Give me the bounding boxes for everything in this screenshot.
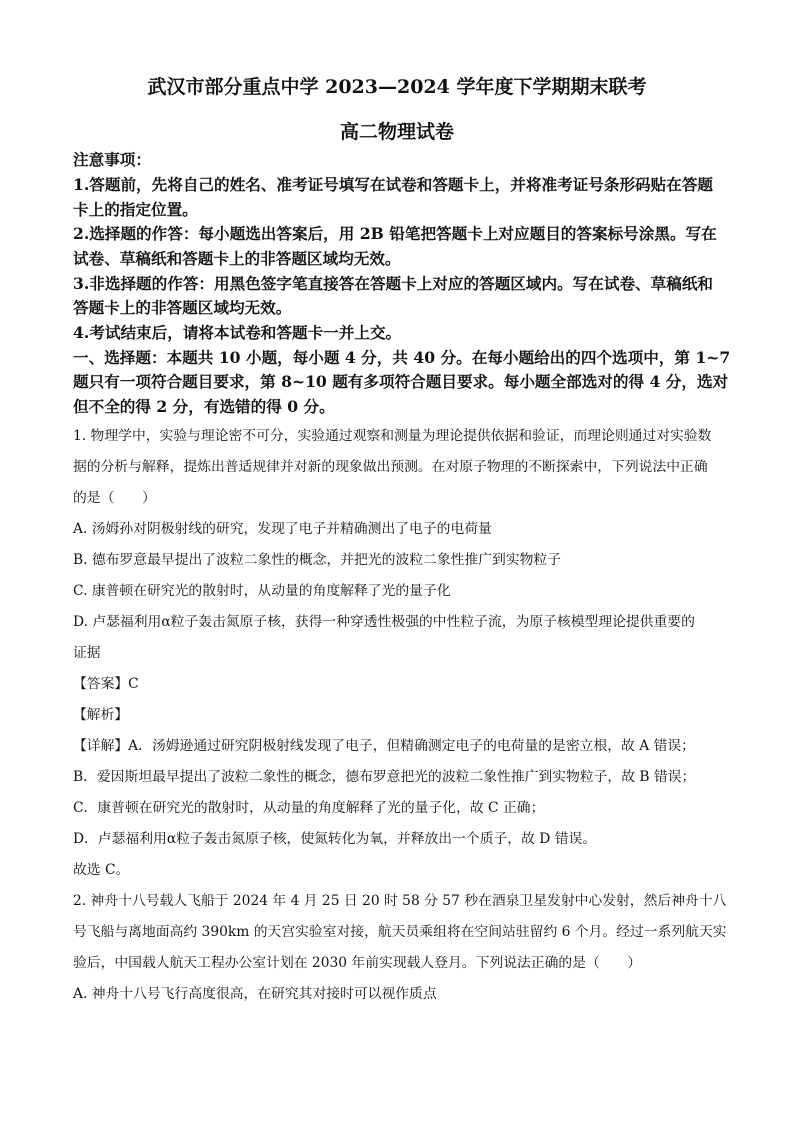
question-1-option-d: D. 卢瑟福利用α粒子轰击氮原子核，获得一种穿透性极强的中性粒子流，为原子核模型理论提供重要的 xyxy=(73,614,695,630)
question-1-option-a: A. 汤姆孙对阴极射线的研究，发现了电子并精确测出了电子的电荷量 xyxy=(73,521,492,537)
notice-line: 答题卡上的非答题区域均无效。 xyxy=(73,298,292,317)
section-intro-line: 题只有一项符合题目要求，第 8~10 题有多项符合题目要求。每小题全部选对的得 4 分，选对 xyxy=(73,372,729,391)
question-2-stem: 2. 神舟十八号载人飞船于 2024 年 4 月 25 日 20 时 58 分 57 秒在酒泉卫星发射中心发射，然后神舟十八 xyxy=(73,893,727,909)
exam-subtitle: 高二物理试卷 xyxy=(339,121,454,143)
question-1-conclusion: 故选 C。 xyxy=(73,862,130,878)
notice-line: 试卷、草稿纸和答题卡上的非答题区域均无效。 xyxy=(73,249,401,268)
question-1-option-d-cont: 证据 xyxy=(73,645,101,661)
question-2-stem: 验后，中国载人航天工程办公室计划在 2030 年前实现载人登月。下列说法正确的是（ ） xyxy=(73,955,642,971)
question-2-stem: 号飞船与离地面高约 390km 的天宫实验室对接，航天员乘组将在空间站驻留约 6 个月。经过一系列航天实 xyxy=(73,924,727,940)
notice-line: 3.非选择题的作答：用黑色签字笔直接答在答题卡上对应的答题区域内。写在试卷、草稿纸和 xyxy=(73,274,714,293)
question-1-detail: B．爱因斯坦最早提出了波粒二象性的概念，德布罗意把光的波粒二象性推广到实物粒子，故 B 错误； xyxy=(73,769,696,785)
question-1-analysis-label: 【解析】 xyxy=(73,707,129,723)
notice-line: 2.选择题的作答：每小题选出答案后，用 2B 铅笔把答题卡上对应题目的答案标号涂黑。写在 xyxy=(73,224,717,243)
question-1-option-b: B. 德布罗意最早提出了波粒二象性的概念，并把光的波粒二象性推广到实物粒子 xyxy=(73,552,562,568)
question-1-detail: 【详解】A．汤姆逊通过研究阴极射线发现了电子，但精确测定电子的电荷量的是密立根，故 A 错误； xyxy=(73,738,695,754)
notice-line: 1.答题前，先将自己的姓名、准考证号填写在试卷和答题卡上，并将准考证号条形码贴在答题 xyxy=(73,175,714,194)
question-1-stem: 的是（ ） xyxy=(73,490,156,506)
section-intro-line: 一、选择题：本题共 10 小题，每小题 4 分，共 40 分。在每小题给出的四个选项中，第 1~7 xyxy=(73,348,731,367)
notice-line: 卡上的指定位置。 xyxy=(73,200,198,219)
notice-line: 4.考试结束后，请将本试卷和答题卡一并上交。 xyxy=(73,323,402,342)
section-intro-line: 但不全的得 2 分，有选错的得 0 分。 xyxy=(73,397,335,416)
question-2-option-a: A. 神舟十八号飞行高度很高，在研究其对接时可以视作质点 xyxy=(73,986,437,1002)
question-1-answer: 【答案】C xyxy=(73,676,139,692)
question-1-stem: 据的分析与解释，提炼出普适规律并对新的现象做出预测。在对原子物理的不断探索中，下列说法中正确 xyxy=(73,459,708,475)
question-1-option-c: C. 康普顿在研究光的散射时，从动量的角度解释了光的量子化 xyxy=(73,583,451,599)
exam-title: 武汉市部分重点中学 2023—2024 学年度下学期期末联考 xyxy=(147,76,647,98)
notice-heading: 注意事项： xyxy=(73,150,151,169)
question-1-stem: 1. 物理学中，实验与理论密不可分，实验通过观察和测量为理论提供依据和验证，而理论则通过对实验数 xyxy=(73,428,712,444)
question-1-detail: C．康普顿在研究光的散射时，从动量的角度解释了光的量子化，故 C 正确； xyxy=(73,800,545,816)
question-1-detail: D．卢瑟福利用α粒子轰击氮原子核，使氮转化为氧，并释放出一个质子，故 D 错误。 xyxy=(73,831,597,847)
